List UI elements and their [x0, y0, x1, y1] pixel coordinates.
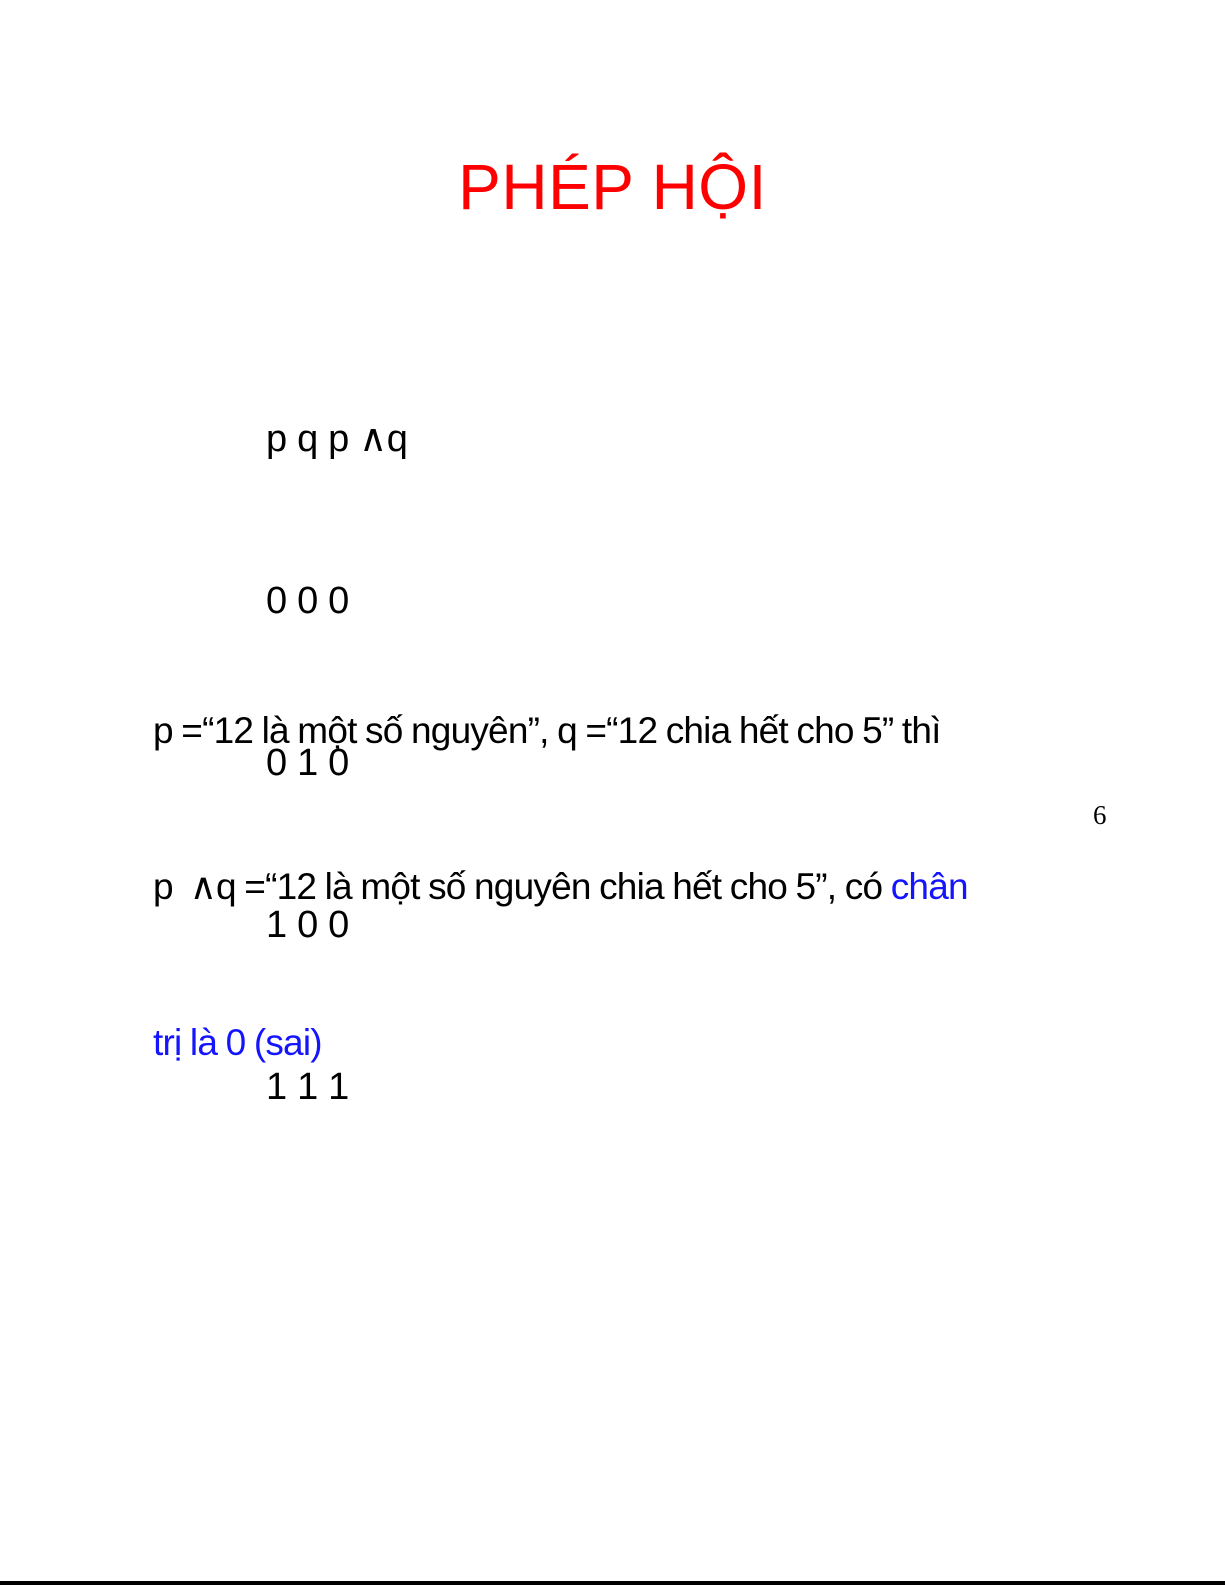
page-number: 6 — [1093, 800, 1107, 830]
truth-table-row: 1 1 1 — [266, 1066, 350, 1108]
example-line2-highlight: chân — [890, 866, 968, 907]
truth-table-row: 1 0 0 — [266, 904, 350, 946]
truth-table-row: 0 1 0 — [266, 742, 350, 784]
example-line-3 — [153, 1017, 1083, 1069]
truth-table-header: p q p ∧q — [266, 418, 408, 460]
example-line-2 — [153, 861, 1083, 913]
example-line3-highlight: trị là 0 (sai) — [153, 1022, 322, 1063]
example-line1-text: p =“12 là một số nguyên”, q =“12 chia hết cho 5” thì — [153, 710, 941, 751]
slide-title: PHÉP HỘI — [458, 151, 767, 223]
example-paragraph — [153, 601, 1083, 1173]
example-line-1 — [153, 705, 1083, 757]
truth-table-row: 0 0 0 — [266, 580, 350, 622]
example-line2-text: p ∧q =“12 là một số nguyên chia hết cho 5”, có — [153, 866, 891, 907]
bottom-edge-bar — [0, 1581, 1225, 1585]
